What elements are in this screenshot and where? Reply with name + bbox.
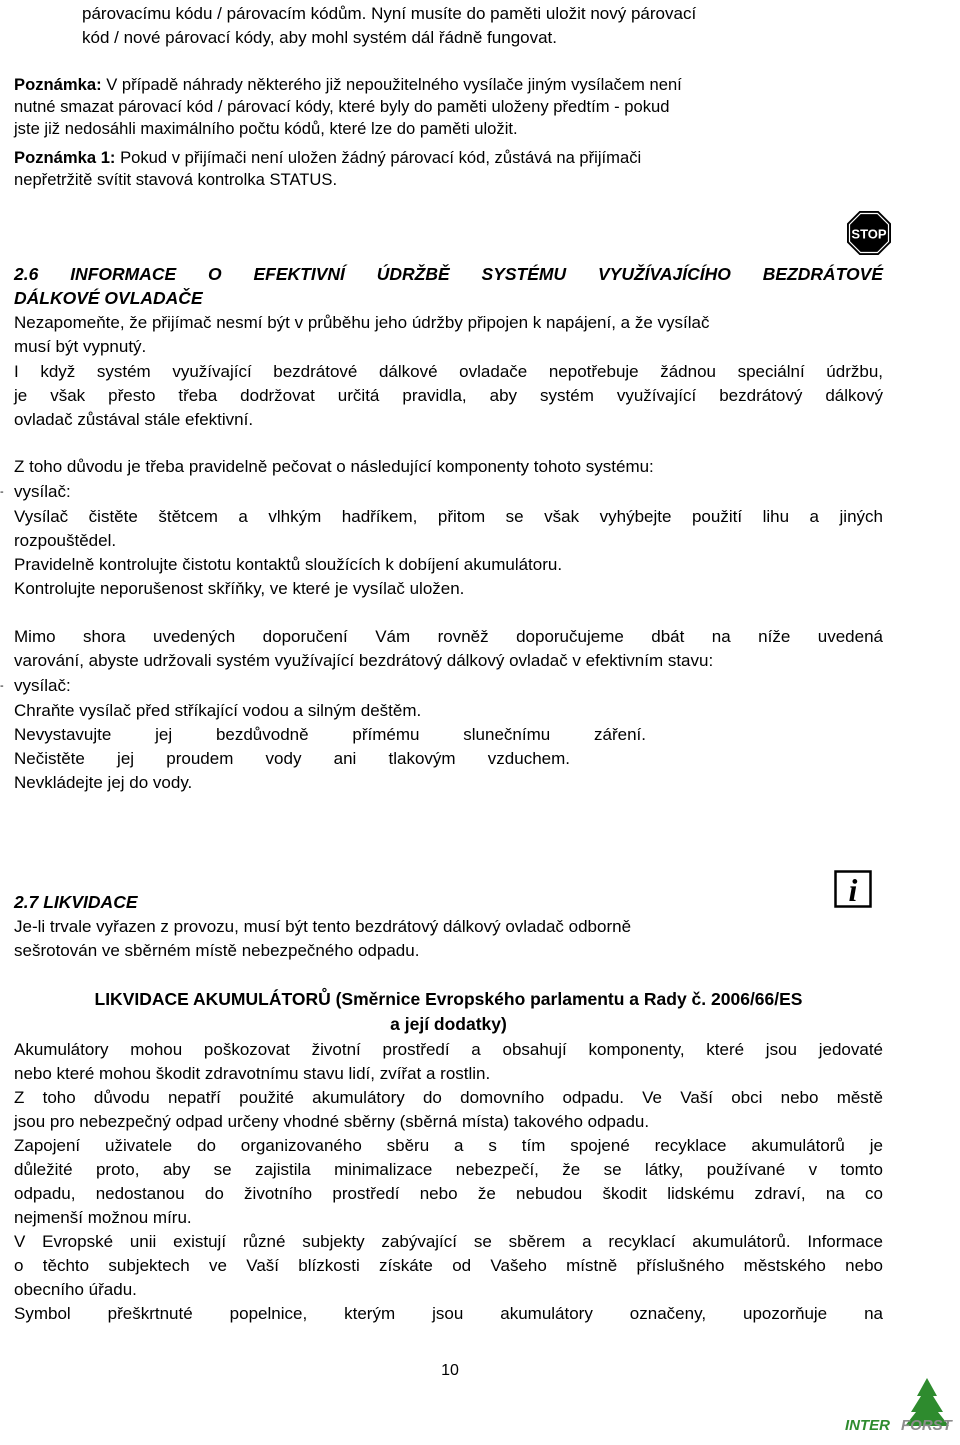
logo-text-left: INTER [845,1417,890,1434]
batteries-p1 [14,1038,883,1326]
text-line: Nevystavujte jej bezdůvodně přímému slunečnímu záření. [14,725,646,744]
list1-label [14,480,883,504]
list-dash: - [0,486,4,498]
section-2-6-p4 [14,625,883,673]
text-line: Akumulátory mohou poškozovat životní prostředí a obsahují komponenty, které jsou jedovaté [14,1040,883,1059]
text-line: párovacímu kódu / párovacím kódům. Nyní musíte do paměti uložit nový párovací [82,4,697,23]
text-line: rozpouštědel. [14,531,117,550]
note-paragraph [14,74,883,140]
list-dash: - [0,680,4,692]
heading-line: a její dodatky) [390,1014,507,1034]
text-line: nutné smazat párovací kód / párovací kódy, které byly do paměti uloženy předtím - pokud [14,97,670,116]
text-line: ovladač zůstával stále efektivní. [14,410,254,429]
warning-list [14,699,646,795]
section-2-7-heading [14,890,883,914]
text-line: Symbol přeškrtnuté popelnice, kterým jsou akumulátory označeny, upozorňuje na [14,1304,883,1323]
text-line: kód / nové párovací kódy, aby mohl systém dál řádně fungovat. [82,28,558,47]
section-2-6-p2 [14,360,883,432]
text-line: I když systém využívající bezdrátové dálkové ovladače nepotřebuje žádnou speciální údržbu, [14,362,883,381]
text-line: jsou pro nebezpečný odpad určeny vhodné sběrny (sběrná místa) takového odpadu. [14,1112,650,1131]
heading-line: DÁLKOVÉ OVLADAČE [14,288,203,308]
text-line: o těchto subjektech ve Vaší blízkosti získáte od Vašeho místně příslušného městského nebo [14,1256,883,1275]
heading-line: 2.7 LIKVIDACE [14,892,138,912]
text-line: nebo které mohou škodit zdravotnímu stavu lidí, zvířat a rostlin. [14,1064,491,1083]
stop-sign-text: STOP [851,226,887,242]
care-list [14,505,883,601]
page-number: 10 [441,1362,459,1379]
text-line: nepřetržitě svítit stavová kontrolka STATUS. [14,170,338,189]
note1-label: Poznámka 1: [14,148,116,167]
text-line: odpadu, nedostanou do životního prostředí nebo že nebudou škodit lidskému zdraví, na co [14,1184,883,1203]
text-line: Chraňte vysílač před stříkající vodou a silným deštěm. [14,701,422,720]
text-line: jste již nedosáhli maximálního počtu kódů, které lze do paměti uložit. [14,119,518,138]
section-2-6-heading [14,262,883,310]
text-line: Nečistěte jej proudem vody ani tlakovým vzduchem. [14,749,570,768]
text-line: Z toho důvodu nepatří použité akumulátory do domovního odpadu. Ve Vaší obci nebo městě [14,1088,883,1107]
text-line: Nevkládejte jej do vody. [14,773,193,792]
text-line: Kontrolujte neporušenost skříňky, ve které je vysílač uložen. [14,579,465,598]
interforst-logo [843,1374,959,1438]
stop-sign-icon [846,210,892,256]
logo-text-right: FORST [901,1417,952,1434]
note1-text: Pokud v přijímači není uložen žádný párovací kód, zůstává na přijímači [115,148,642,167]
text-line: Z toho důvodu je třeba pravidelně pečovat o následující komponenty tohoto systému: [14,457,654,476]
section-2-7-text [14,915,883,963]
heading-line: LIKVIDACE AKUMULÁTORŮ (Směrnice Evropského parlamentu a Rady č. 2006/66/ES [94,989,803,1009]
heading-line: 2.6 INFORMACE O EFEKTIVNÍ ÚDRŽBĚ SYSTÉMU VYUŽÍVAJÍCÍHO BEZDRÁTOVÉ [14,264,883,284]
text-line [14,147,883,169]
text-line: Je-li trvale vyřazen z provozu, musí být tento bezdrátový dálkový ovladač odborně [14,917,632,936]
text-line: Pravidelně kontrolujte čistotu kontaktů sloužících k dobíjení akumulátoru. [14,555,563,574]
text-line: Zapojení uživatele do organizovaného sběru a s tím spojené recyklace akumulátorů je [14,1136,883,1155]
text-line: V Evropské unii existují různé subjekty zabývající se sběrem a recyklací akumulátorů. Informace [14,1232,883,1251]
text-line: důležité proto, aby se zajistila minimalizace nebezpečí, že se látky, používané v tomto [14,1160,883,1179]
text-line: nejmenší možnou míru. [14,1208,192,1227]
info-icon-letter: i [848,872,858,908]
text-line: musí být vypnutý. [14,337,147,356]
text-line: obecního úřadu. [14,1280,137,1299]
text-line: vysílač: [14,676,71,695]
section-2-6-p3 [14,455,883,479]
section-2-6-p1 [14,311,883,359]
text-line [14,74,883,96]
text-line: Mimo shora uvedených doporučení Vám rovněž doporučujeme dbát na níže uvedená [14,627,883,646]
text-line: je však přesto třeba dodržovat určitá pravidla, aby systém využívající bezdrátový dálkový [14,386,883,405]
note-label: Poznámka: [14,75,102,94]
text-line: Nezapomeňte, že přijímač nesmí být v průběhu jeho údržby připojen k napájení, a že vysílač [14,313,710,332]
note-text: V případě náhrady některého již nepoužitelného vysílače jiným vysílačem není [101,75,682,94]
paragraph-top [14,2,883,50]
text-line: sešrotován ve sběrném místě nebezpečného odpadu. [14,941,420,960]
list2-label [14,674,883,698]
text-line: vysílač: [14,482,71,501]
text-line: varování, abyste udržovali systém využívající bezdrátový dálkový ovladač v efektivním stavu: [14,651,714,670]
note1-paragraph [14,147,883,191]
text-line: Vysílač čistěte štětcem a vlhkým hadříkem, přitom se však vyhýbejte použití lihu a jiných [14,507,883,526]
batteries-heading [14,987,883,1037]
